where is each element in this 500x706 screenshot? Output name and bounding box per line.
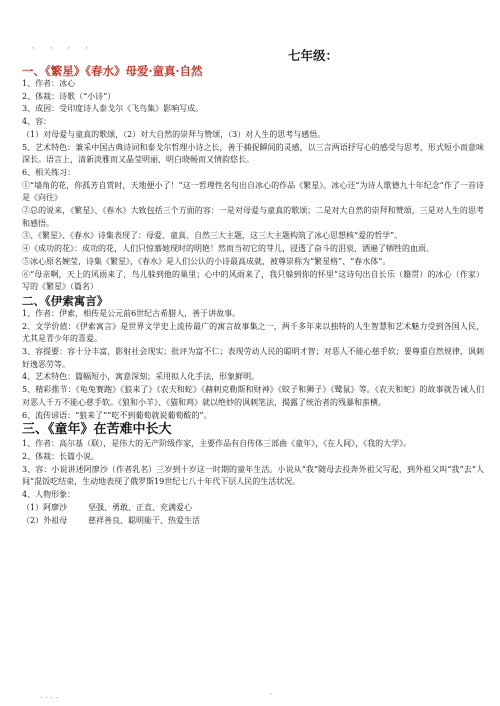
paragraph: 2、体裁：长篇小说。 — [22, 451, 100, 461]
paragraph: 5、艺术特色：兼采中国古典诗词和泰戈尔哲理小诗之长，善于捕捉瞬间的灵感，以三言两语抒写心的感受与思考，形式短小而意味深长。语言上，清新淡雅而又晶莹明丽，明白晓畅而又情韵悠长。 — [22, 142, 484, 165]
paragraph: 6、流传谚语：“狼来了”“吃不到葡萄就说葡萄酸的”。 — [22, 410, 212, 420]
text-line: （1）对母爱与童真的歌颂，（2）对大自然的崇拜与赞颂，（3）对人生的思考与感悟。 — [22, 129, 326, 139]
paragraph: 6、相关练习： — [22, 167, 76, 177]
character-row — [22, 502, 484, 515]
decorative-dot: · — [270, 690, 273, 699]
document-body — [22, 48, 484, 527]
paragraph: 3、容提要：容十分丰富，影射社会现实；批评为富不仁；表现劳动人民的聪明才智；对恶人不能心慈手软；要尊重自然规律，讽刺好逸恶劳等。 — [22, 347, 484, 369]
text-line: 4、容： — [22, 117, 52, 127]
paragraph: 1、作者：伊索，相传是公元前6世纪古希腊人，善于讲故事。 — [22, 308, 241, 318]
paragraph: ④《成功的花》：成功的花，人们只惊慕她现时的明艳！然而当初它的芽儿，浸透了奋斗的泪泉，洒遍了牺牲的血雨。 — [22, 244, 434, 254]
text-line: 1、作者：冰心 — [22, 79, 76, 88]
doc-title: 七年级： — [287, 48, 338, 63]
section-title: 三、《童年》在苦难中长大 — [22, 422, 172, 438]
section-aesop-fables — [22, 294, 484, 422]
paragraph: 2、文学价值：《伊索寓言》是世界文学史上流传最广的寓言故事集之一，两千多年来以独特的人生智慧和艺术魅力受到各国人民，尤其是青少年的喜爱。 — [22, 321, 484, 344]
character-row — [22, 515, 484, 528]
paragraph: 1、作者：高尔基（联），是伟大的无产阶级作家，主要作品有自传体三部曲《童年》，《在人间》，《我的大学》。 — [22, 439, 412, 449]
decorative-dots-bottom: ···· — [40, 694, 61, 702]
character-traits: 慈祥善良、聪明能干、热爱生活 — [88, 515, 200, 525]
paragraph: 5、精彩推节：《龟兔赛跑》《狼来了》《农夫和蛇》《赫剌克勒斯和财神》《蚊子和狮子》《鹭鼠》等。《农夫和蛇》的故事就告诫人们对恶人千万不能心慈手软。《狼和小羊》、《猫和鸡》就以绝妙的讽刺笔法，揭露了统治者的残暴和蛮横。 — [22, 385, 484, 407]
paragraph: 3、容：小说讲述阿廖沙（作者乳名）三岁到十岁这一时期的童年生活。小说从“我”随母去投奔外祖父写起，到外祖父叫“我”去“人间”混饭吃结束，生动地表现了俄罗斯19世纪七八十年代下层人民的生活状况。 — [22, 464, 484, 487]
paragraph: ⑤冰心原名婉莹，诗集《繁星》，《春水》是人们公认的小诗最高成就，被尊崇称为“繁星格”、“春水体”。 — [22, 256, 391, 266]
section-fanxing-chunshui — [22, 64, 484, 294]
paragraph: 4、人物形象： — [22, 490, 76, 500]
paragraph: ③、《繁星》、《春水》诗集表现了：母爱、童真、自然三大主题，这三大主题构筑了冰心思想核“爱的哲学”。 — [22, 231, 403, 241]
paragraph: ②总的说来，《繁星》、《春水》大致包括三个方面的容：一是对母爱与童真的歌颂；二是对大自然的崇拜和赞颂，三是对人生的思考和感悟。 — [22, 206, 484, 228]
paragraph: ⑥“母亲啊，天上的风雨来了，鸟儿躲到他的巢里；心中的风雨来了，我只躲到你的怀里”这诗句出自长乐（籍贯）的冰心（作家）写的《繁星》（篇名） — [22, 269, 484, 292]
text-line: 2、体裁：诗歌（“小诗”） — [22, 91, 116, 101]
section-childhood — [22, 422, 484, 527]
section-title: 一、《繁星》《春水》母爱·童真·自然 — [22, 64, 203, 78]
character-name: （2）外祖母 — [22, 515, 68, 525]
decorative-dots-top: · · · · — [32, 44, 95, 54]
section-title: 二、《伊索寓言》 — [22, 293, 109, 308]
text-line: 3、成因：受印度诗人泰戈尔《飞鸟集》影响写成。 — [22, 104, 204, 114]
paragraph: 4、艺术特色：篇幅短小，寓意深刻；采用拟人化手法，形象鲜明。 — [22, 372, 260, 382]
character-traits: 坚强、勇敢、正直、充满爱心 — [88, 502, 192, 512]
paragraph: ①“墙角的花，你孤芳自赏时，天地便小了！”这一哲理性名句出自冰心的作品《繁星》。冰心还“为诗人歌德九十年纪念”作了一首诗是《向往》 — [22, 180, 484, 203]
character-name: （1）阿廖沙 — [22, 502, 68, 512]
